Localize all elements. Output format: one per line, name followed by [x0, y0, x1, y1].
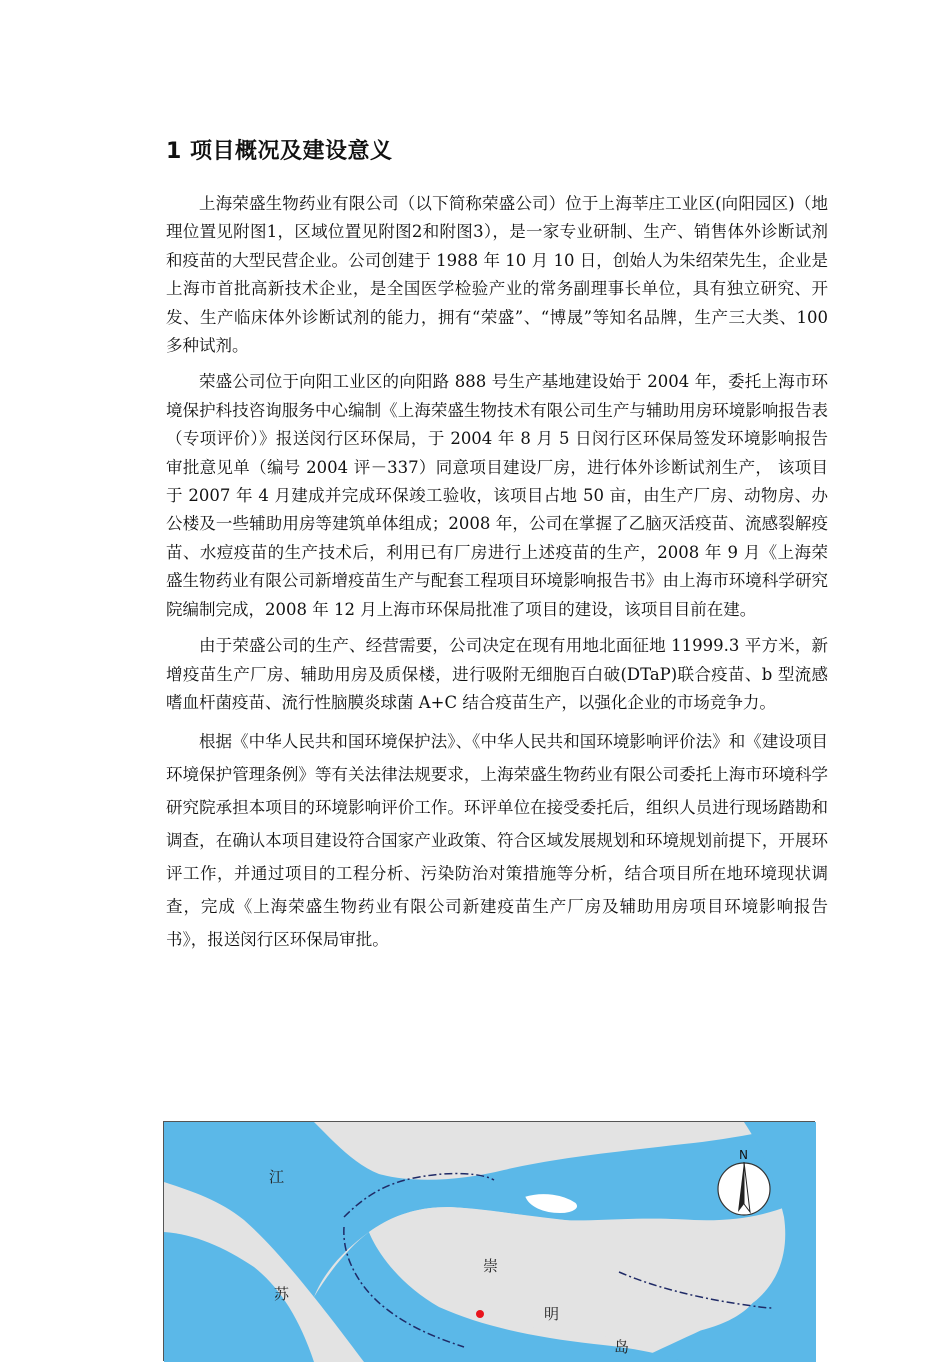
- map-label-su: 苏: [274, 1285, 290, 1303]
- map-label-jiang: 江: [269, 1168, 285, 1186]
- location-map: [164, 1122, 816, 1362]
- location-map-figure: [163, 1121, 815, 1361]
- map-label-chong: 崇: [483, 1257, 499, 1275]
- section-heading: 1 项目概况及建设意义: [166, 139, 393, 164]
- map-label-dao: 岛: [614, 1338, 630, 1356]
- map-label-ming: 明: [544, 1305, 560, 1323]
- project-location-marker: [476, 1310, 484, 1318]
- paragraph-expansion: 由于荣盛公司的生产、经营需要，公司决定在现有用地北面征地 11999.3 平方米，新增疫苗生产厂房、辅助用房及质保楼，进行吸附无细胞百白破(DTaP)联合疫苗、b 型流感嗜血杆菌疫苗、流行性脑膜炎球菌 A+C 结合疫苗生产，以强化企业的市场竞争力。: [166, 636, 828, 712]
- compass-north-label: N: [739, 1148, 748, 1162]
- paragraph-project-history: 荣盛公司位于向阳工业区的向阳路 888 号生产基地建设始于 2004 年，委托上海市环境保护科技咨询服务中心编制《上海荣盛生物技术有限公司生产与辅助用房环境影响报告表（专项评价）》报送闵行区环保局，于 2004 年 8 月 5 日闵行区环保局签发环境影响报告审批意见单（编号 2004 评－337）同意项目建设厂房，进行体外诊断试剂生产， 该项目于 2007 年 4 月建成并完成环保竣工验收，该项目占地 50 亩，由生产厂房、动物房、办公楼及一些辅助用房等建筑单体组成；2008 年，公司在掌握了乙脑灭活疫苗、流感裂解疫苗、水痘疫苗的生产技术后，利用已有厂房进行上述疫苗的生产，2008 年 9 月《上海荣盛生物药业有限公司新增疫苗生产与配套工程项目环境影响报告书》由上海市环境科学研究院编制完成，2008 年 12 月上海市环保局批准了项目的建设，该项目目前在建。: [166, 372, 828, 619]
- paragraph-company-intro: 上海荣盛生物药业有限公司（以下简称荣盛公司）位于上海莘庄工业区(向阳园区)（地理位置见附图1，区域位置见附图2和附图3），是一家专业研制、生产、销售体外诊断试剂和疫苗的大型民营企业。公司创建于 1988 年 10 月 10 日，创始人为朱绍荣先生，企业是上海市首批高新技术企业，是全国医学检验产业的常务副理事长单位，具有独立研究、开发、生产临床体外诊断试剂的能力，拥有“荣盛”、“博晟”等知名品牌，生产三大类、100 多种试剂。: [166, 194, 828, 356]
- paragraph-eia-basis: 根据《中华人民共和国环境保护法》、《中华人民共和国环境影响评价法》和《建设项目环境保护管理条例》等有关法律法规要求，上海荣盛生物药业有限公司委托上海市环境科学研究院承担本项目的环境影响评价工作。环评单位在接受委托后，组织人员进行现场踏勘和调查，在确认本项目建设符合国家产业政策、符合区域发展规划和环境规划前提下，开展环评工作，并通过项目的工程分析、污染防治对策措施等分析，结合项目所在地环境现状调查，完成《上海荣盛生物药业有限公司新建疫苗生产厂房及辅助用房项目环境影响报告书》，报送闵行区环保局审批。: [166, 732, 828, 950]
- body-text: [166, 190, 828, 964]
